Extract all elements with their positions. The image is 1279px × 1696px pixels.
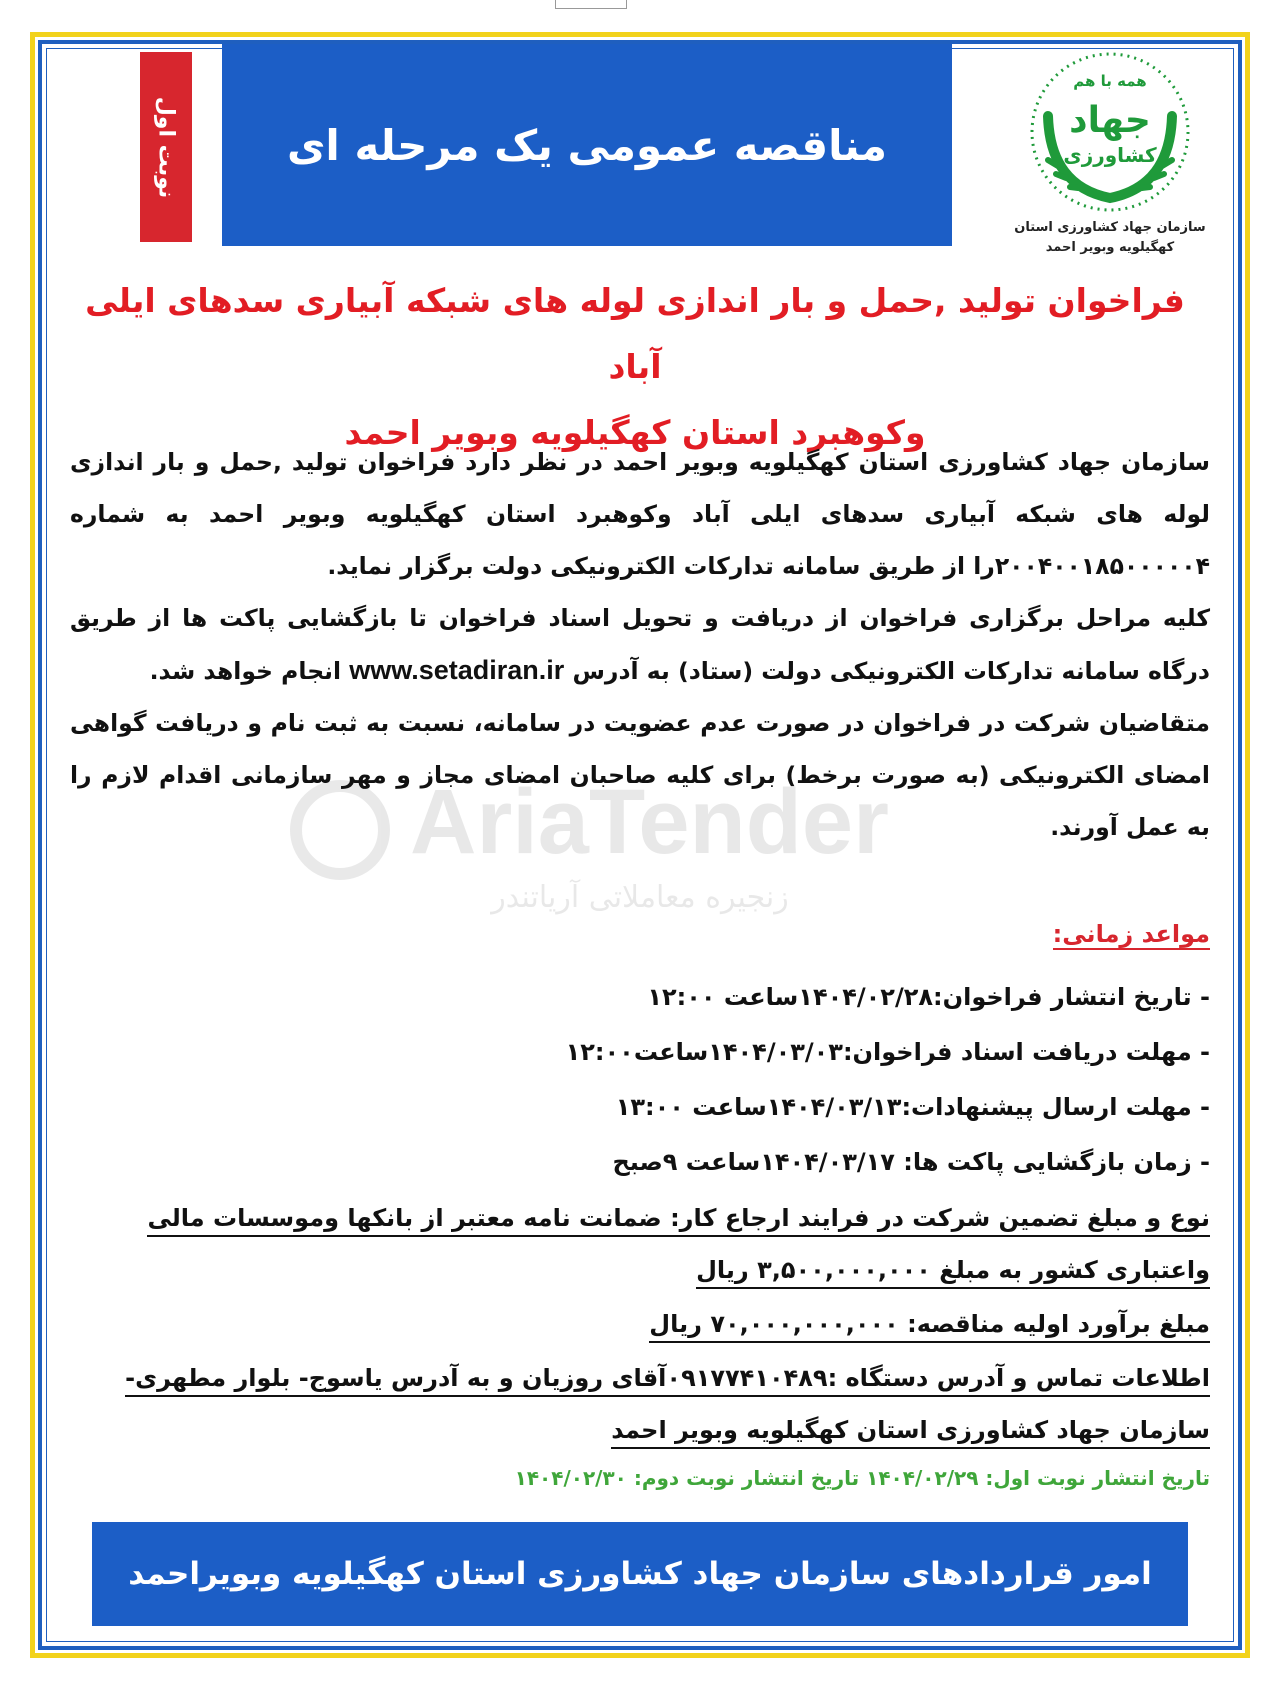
schedule-item: - مهلت دریافت اسناد فراخوان:۱۴۰۴/۰۳/۰۳ساعت۱۲:۰۰ [565, 1038, 1210, 1066]
estimate-amount: مبلغ برآورد اولیه مناقصه: ۷۰,۰۰۰,۰۰۰,۰۰۰ ریال [649, 1310, 1210, 1343]
schedule-heading [70, 920, 1210, 948]
headline-line-2: وکوهبرد استان کهگیلویه وبویر احمد [344, 413, 926, 452]
svg-text:جهاد: جهاد [1069, 100, 1151, 141]
footer-text: امور قراردادهای سازمان جهاد کشاورزی استان کهگیلویه وبویراحمد [128, 1556, 1152, 1592]
title-banner [222, 44, 952, 246]
publication-dates: تاریخ انتشار نوبت اول: ۱۴۰۴/۰۲/۲۹ تاریخ انتشار نوبت دوم: ۱۴۰۴/۰۲/۳۰ [514, 1466, 1210, 1490]
svg-text:کشاورزی: کشاورزی [1063, 143, 1157, 167]
schedule-item: - زمان بازگشایی پاکت ها: ۱۴۰۴/۰۳/۱۷ساعت ۹صبح [612, 1148, 1210, 1176]
contact-section [70, 1352, 1210, 1456]
wheat-wreath-icon [1020, 46, 1200, 216]
round-badge-label: نوبت اول [153, 96, 179, 198]
guarantee-line-2: واعتباری کشور به مبلغ ۳,۵۰۰,۰۰۰,۰۰۰ ریال [696, 1256, 1210, 1289]
footer-banner [92, 1522, 1188, 1626]
schedule-item: - تاریخ انتشار فراخوان:۱۴۰۴/۰۲/۲۸ساعت ۱۲:۰۰ [647, 983, 1210, 1011]
svg-text:همه با هم: همه با هم [1073, 72, 1147, 90]
contact-line-1: اطلاعات تماس و آدرس دستگاه :۰۹۱۷۷۴۱۰۴۸۹آقای روزیان و به آدرس یاسوج- بلوار مطهری- [125, 1364, 1210, 1397]
body-paragraph-2 [70, 592, 1210, 697]
round-badge [140, 52, 192, 242]
organization-logo [1010, 46, 1210, 266]
guarantee-line-1: نوع و مبلغ تضمین شرکت در فرایند ارجاع کار: ضمانت نامه معتبر از بانکها وموسسات مالی [147, 1204, 1210, 1237]
watermark-brand: AriaTender [410, 771, 889, 873]
body-paragraph-2-end: انجام خواهد شد. [149, 657, 342, 685]
schedule-item: - مهلت ارسال پیشنهادات:۱۴۰۴/۰۳/۱۳ساعت ۱۳:۰۰ [615, 1093, 1210, 1121]
contact-line-2: سازمان جهاد کشاورزی استان کهگیلویه وبویر احمد [611, 1416, 1210, 1449]
watermark-subtitle: زنجیره معاملاتی آریاتندر [491, 880, 789, 915]
logo-caption-line-1: سازمان جهاد کشاورزی استان [1014, 220, 1206, 235]
headline-line-1: فراخوان تولید ,حمل و بار اندازی لوله های شبکه آبیاری سدهای ایلی آباد [85, 281, 1185, 386]
setad-url-link[interactable]: www.setadiran.ir [349, 655, 565, 685]
body-paragraph-3: متقاضیان شرکت در فراخوان در صورت عدم عضویت در سامانه، نسبت به ثبت نام و دریافت گواهی امضای الکترونیکی (به صورت برخط) برای کلیه صاحبان امضای مجاز و مهر سازمانی اقدام لازم را به عمل آورند. [70, 709, 1210, 841]
schedule-list [70, 970, 1210, 1190]
schedule-heading-text: مواعد زمانی: [1052, 920, 1210, 948]
body-paragraph-2-text: کلیه مراحل برگزاری فراخوان از دریافت و تحویل اسناد فراخوان تا بازگشایی پاکت ها از طریق درگاه سامانه تدارکات الکترونیکی دولت (ستاد) به آدرس [70, 604, 1210, 685]
estimate-section [70, 1298, 1210, 1350]
guarantee-section [70, 1192, 1210, 1296]
announcement-body [70, 436, 1210, 853]
logo-caption-line-2: کهگیلویه وبویر احمد [1045, 240, 1175, 255]
top-crop-mark [555, 0, 627, 9]
logo-caption [1010, 218, 1210, 258]
page-title: مناقصه عمومی یک مرحله ای [286, 120, 888, 170]
body-paragraph-1: سازمان جهاد کشاورزی استان کهگیلویه وبویر احمد در نظر دارد فراخوان تولید ,حمل و بار اندازی لوله های شبکه آبیاری سدهای ایلی آباد وکوهبرد استان کهگیلویه وبویر احمد به شماره ۲۰۰۴۰۰۱۸۵۰۰۰۰۰۴را از طریق سامانه تدارکات الکترونیکی دولت برگزار نماید. [70, 448, 1210, 580]
